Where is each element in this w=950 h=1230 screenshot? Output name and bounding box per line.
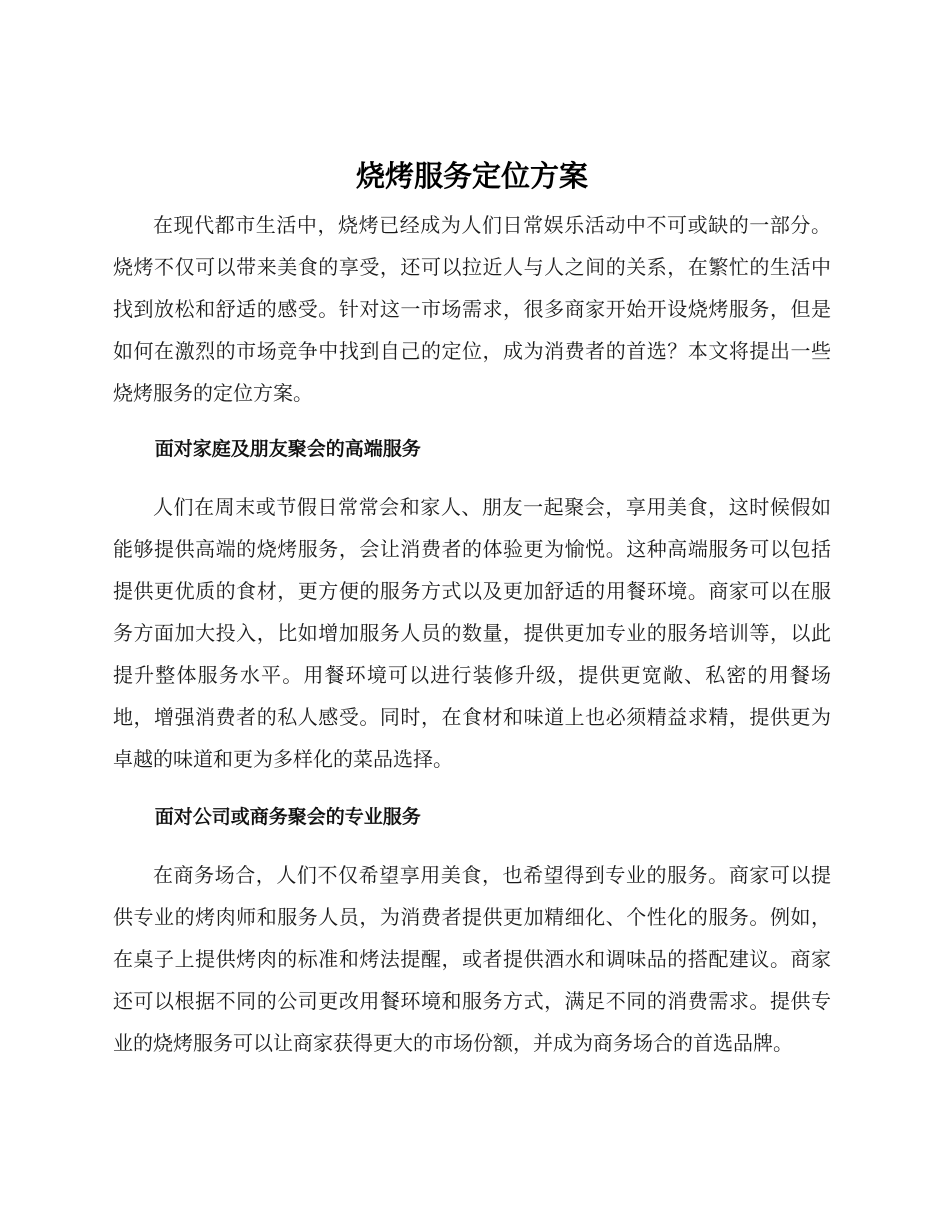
section-heading-family-gatherings: 面对家庭及朋友聚会的高端服务 bbox=[154, 438, 421, 460]
document-title: 烧烤服务定位方案 bbox=[355, 159, 588, 193]
section-heading-business-gatherings: 面对公司或商务聚会的专业服务 bbox=[154, 806, 421, 828]
section-body-family-gatherings: 人们在周末或节假日常常会和家人、朋友一起聚会，享用美食，这时候假如能够提供高端的烧烤服务，会让消费者的体验更为愉悦。这种高端服务可以包括提供更优质的食材，更方便的服务方式以及更加舒适的用餐环境。商家可以在服务方面加大投入，比如增加服务人员的数量，提供更加专业的服务培训等，以此提升整体服务水平。用餐环境可以进行装修升级，提供更宽敞、私密的用餐场地，增强消费者的私人感受。同时，在食材和味道上也必须精益求精，提供更为卓越的味道和更为多样化的菜品选择。 bbox=[113, 495, 831, 771]
intro-paragraph: 在现代都市生活中，烧烤已经成为人们日常娱乐活动中不可或缺的一部分。烧烤不仅可以带来美食的享受，还可以拉近人与人之间的关系，在繁忙的生活中找到放松和舒适的感受。针对这一市场需求，很多商家开始开设烧烤服务，但是如何在激烈的市场竞争中找到自己的定位，成为消费者的首选？本文将提出一些烧烤服务的定位方案。 bbox=[113, 213, 831, 405]
section-body-business-gatherings: 在商务场合，人们不仅希望享用美食，也希望得到专业的服务。商家可以提供专业的烤肉师和服务人员，为消费者提供更加精细化、个性化的服务。例如，在桌子上提供烤肉的标准和烤法提醒，或者提供酒水和调味品的搭配建议。商家还可以根据不同的公司更改用餐环境和服务方式，满足不同的消费需求。提供专业的烧烤服务可以让商家获得更大的市场份额，并成为商务场合的首选品牌。 bbox=[113, 863, 831, 1055]
document-body bbox=[113, 148, 831, 1064]
